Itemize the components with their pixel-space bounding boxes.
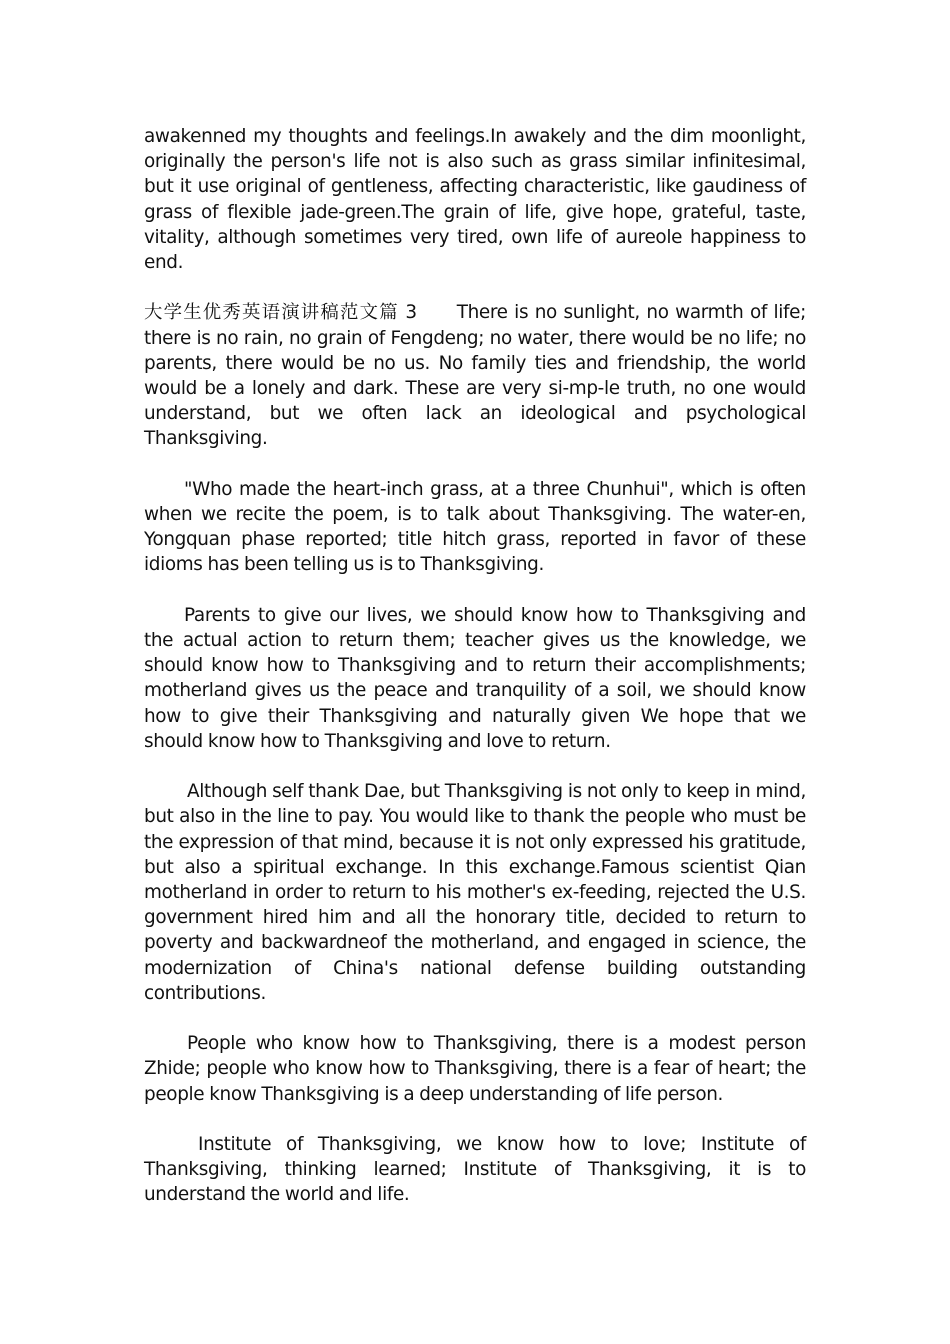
paragraph-2-text: There is no sunlight, no warmth of life; there is no rain, no grain of Fengdeng; no water, there would be no life; no parents, there would be no us. No family ties and friendship, the world would be a lonely and dark. These are very si-mp-le truth, no one would understand, but we often lack an ideological and psychological Thanksgiving.	[144, 302, 806, 450]
paragraph-4-text: Parents to give our lives, we should know how to Thanksgiving and the actual action to return them; teacher gives us the knowledge, we should know how to Thanksgiving and to return their accomplishments; motherland gives us the peace and tranquility of a soil, we should know how to give their Thanksgiving and naturally given We hope that we should know how to Thanksgiving and love to return.	[144, 604, 806, 752]
paragraph-6	[144, 1031, 806, 1107]
paragraph-6-text: People who know how to Thanksgiving, there is a modest person Zhide; people who know how to Thanksgiving, there is a fear of heart; the people know Thanksgiving is a deep understanding of life person.	[144, 1033, 806, 1105]
paragraph-7-text: Institute of Thanksgiving, we know how to love; Institute of Thanksgiving, thinking learned; Institute of Thanksgiving, it is to understand the world and life.	[144, 1134, 806, 1206]
document-page	[144, 124, 806, 1233]
paragraph-2	[144, 300, 806, 451]
paragraph-5-text: Although self thank Dae, but Thanksgiving is not only to keep in mind, but also in the line to pay. You would like to thank the people who must be the expression of that mind, because it is not only expressed his gratitude, but also a spiritual exchange. In this exchange.Famous scientist Qian motherland in order to return to his mother's ex-feeding, rejected the U.S. government hired him and all the honorary title, decided to return to poverty and backwardneof the motherland, and engaged in science, the modernization of China's national defense building outstanding contributions.	[144, 781, 806, 1004]
paragraph-3	[144, 477, 806, 578]
section-heading: 大学生优秀英语演讲稿范文篇 3	[144, 302, 417, 324]
paragraph-1	[144, 124, 806, 275]
paragraph-7	[144, 1132, 806, 1208]
paragraph-1-text: awakenned my thoughts and feelings.In awakely and the dim moonlight, originally the person's life not is also such as grass similar infinitesimal, but it use original of gentleness, affecting characteristic, like gaudiness of grass of flexible jade-green.The grain of life, give hope, grateful, taste, vitality, although sometimes very tired, own life of aureole happiness to end.	[144, 126, 806, 274]
paragraph-4	[144, 603, 806, 754]
paragraph-3-text: "Who made the heart-inch grass, at a three Chunhui", which is often when we recite the poem, is to talk about Thanksgiving. The water-en, Yongquan phase reported; title hitch grass, reported in favor of these idioms has been telling us is to Thanksgiving.	[144, 478, 806, 576]
paragraph-5	[144, 779, 806, 1006]
